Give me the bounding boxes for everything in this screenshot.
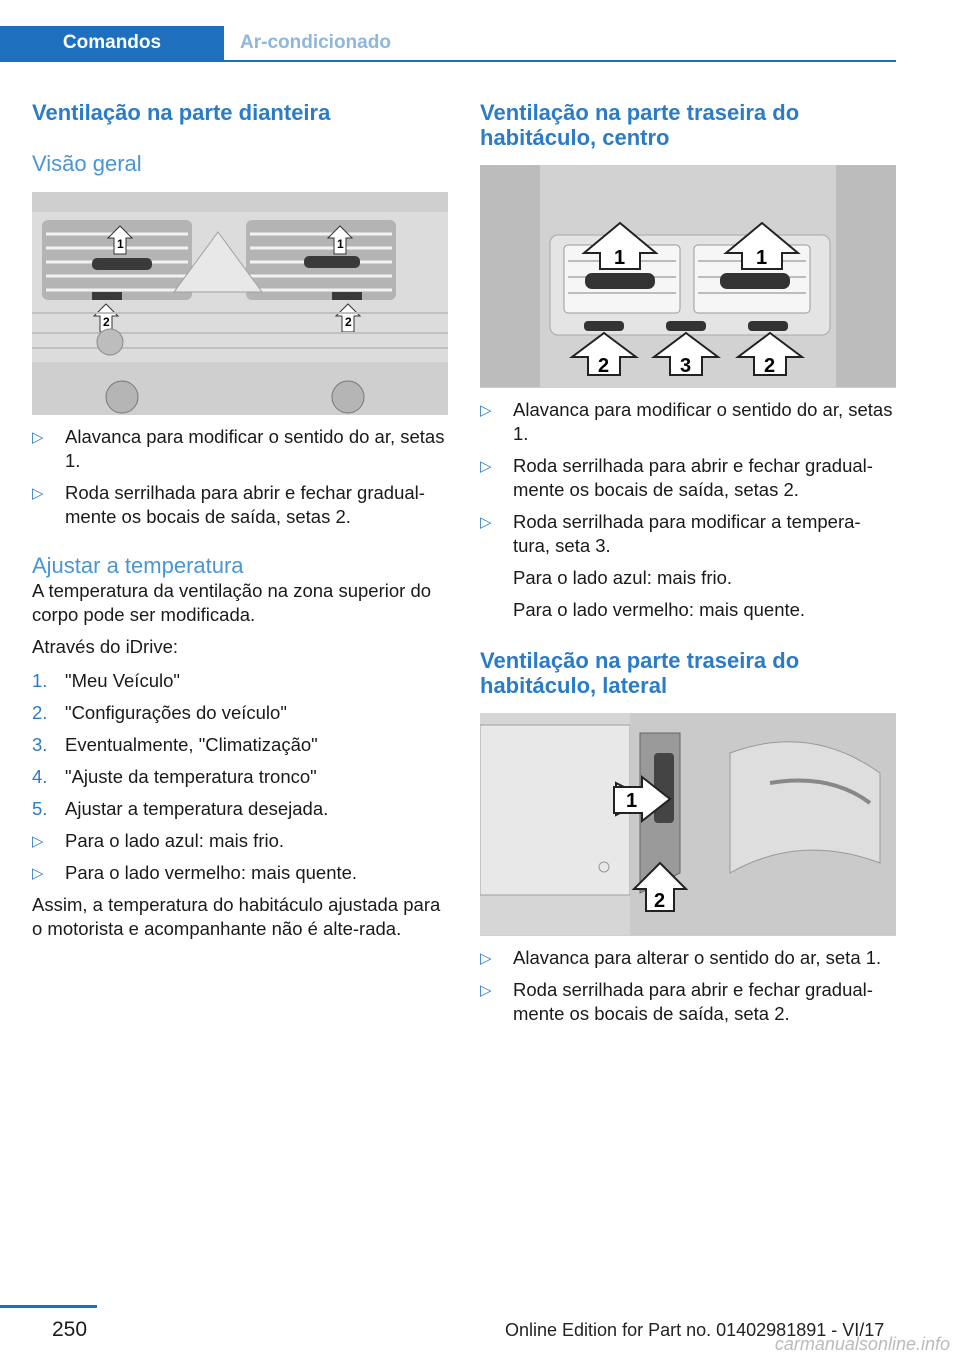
list-item: 1. "Meu Veículo" bbox=[32, 670, 180, 691]
section-title-front-ventilation: Ventilação na parte dianteira bbox=[32, 100, 331, 125]
section-title-rear-lateral: Ventilação na parte traseira do habitáculo, lateral bbox=[480, 648, 800, 698]
triangle-bullet-icon: ▷ bbox=[32, 485, 44, 502]
triangle-bullet-icon: ▷ bbox=[480, 982, 492, 999]
figure-label: 2 bbox=[764, 355, 776, 377]
paragraph-idrive: Através do iDrive: bbox=[32, 636, 178, 657]
right-column bbox=[480, 100, 896, 1034]
page-number: 250 bbox=[52, 1318, 88, 1341]
list-item: ▷ Roda serrilhada para abrir e fechar gradual-mente os bocais de saída, seta 2. bbox=[480, 979, 873, 1024]
list-item: ▷ Alavanca para alterar o sentido do ar, seta 1. bbox=[480, 946, 896, 970]
triangle-bullet-icon: ▷ bbox=[32, 865, 44, 882]
list-item: 4. "Ajuste da temperatura tronco" bbox=[32, 766, 317, 787]
figure-label: 1 bbox=[626, 790, 638, 812]
front-vent-bullets bbox=[32, 425, 448, 529]
figure-label: 1 bbox=[117, 237, 124, 251]
note-blue: Para o lado azul: mais frio. bbox=[513, 567, 733, 588]
figure-rear-lateral-vent bbox=[480, 713, 896, 935]
list-item: 3. Eventualmente, "Climatização" bbox=[32, 734, 318, 755]
list-item: ▷ Roda serrilhada para modificar a tempera-tura, seta 3. bbox=[480, 511, 861, 556]
triangle-bullet-icon: ▷ bbox=[32, 429, 44, 446]
header-divider bbox=[0, 60, 896, 62]
footer-edition: Online Edition for Part no. 01402981891 - VI/17 bbox=[505, 1320, 885, 1340]
triangle-bullet-icon: ▷ bbox=[480, 402, 492, 419]
paragraph-closing: Assim, a temperatura do habitáculo ajustada para o motorista e acompanhante não é alte-rada. bbox=[32, 894, 441, 939]
list-item: 2. "Configurações do veículo" bbox=[32, 702, 287, 723]
figure-label: 1 bbox=[337, 237, 344, 251]
list-item: ▷ Alavanca para modificar o sentido do ar, setas 1. bbox=[32, 426, 445, 471]
figure-label: 1 bbox=[756, 247, 768, 269]
figure-front-vents bbox=[32, 192, 448, 414]
list-item: ▷ Para o lado vermelho: mais quente. bbox=[32, 861, 448, 885]
rear-center-bullets bbox=[480, 398, 896, 558]
tab-comandos[interactable]: Comandos bbox=[0, 26, 224, 60]
watermark: carmanualsonline.info bbox=[774, 1334, 950, 1354]
triangle-bullet-icon: ▷ bbox=[32, 833, 44, 850]
triangle-bullet-icon: ▷ bbox=[480, 458, 492, 475]
figure-label: 2 bbox=[654, 890, 666, 912]
paragraph-intro: A temperatura da ventilação na zona superior do corpo pode ser modificada. bbox=[32, 580, 432, 625]
figure-label: 2 bbox=[345, 315, 352, 329]
triangle-bullet-icon: ▷ bbox=[480, 514, 492, 531]
subtitle-overview: Visão geral bbox=[32, 151, 142, 176]
rear-lateral-bullets bbox=[480, 946, 896, 1026]
figure-label: 2 bbox=[598, 355, 610, 377]
list-item: ▷ Roda serrilhada para abrir e fechar gradual-mente os bocais de saída, setas 2. bbox=[480, 455, 873, 500]
footer-divider bbox=[0, 1305, 97, 1308]
tab-ar-condicionado[interactable]: Ar-condicionado bbox=[240, 32, 391, 53]
left-column bbox=[32, 100, 448, 941]
list-item: ▷ Alavanca para modificar o sentido do ar, setas 1. bbox=[480, 399, 893, 444]
temperature-sub-bullets bbox=[32, 829, 448, 885]
section-title-adjust-temperature: Ajustar a temperatura bbox=[32, 553, 244, 578]
idrive-steps bbox=[32, 669, 448, 821]
list-item: ▷ Para o lado azul: mais frio. bbox=[32, 829, 448, 853]
list-item: 5. Ajustar a temperatura desejada. bbox=[32, 798, 329, 819]
figure-rear-center-vents bbox=[480, 165, 896, 387]
figure-label: 3 bbox=[680, 355, 692, 377]
list-item: ▷ Roda serrilhada para abrir e fechar gradual-mente os bocais de saída, setas 2. bbox=[32, 482, 425, 527]
triangle-bullet-icon: ▷ bbox=[480, 950, 492, 967]
note-red: Para o lado vermelho: mais quente. bbox=[513, 599, 806, 620]
section-title-rear-center: Ventilação na parte traseira do habitáculo, centro bbox=[480, 100, 800, 150]
figure-label: 1 bbox=[614, 247, 626, 269]
figure-label: 2 bbox=[103, 315, 110, 329]
